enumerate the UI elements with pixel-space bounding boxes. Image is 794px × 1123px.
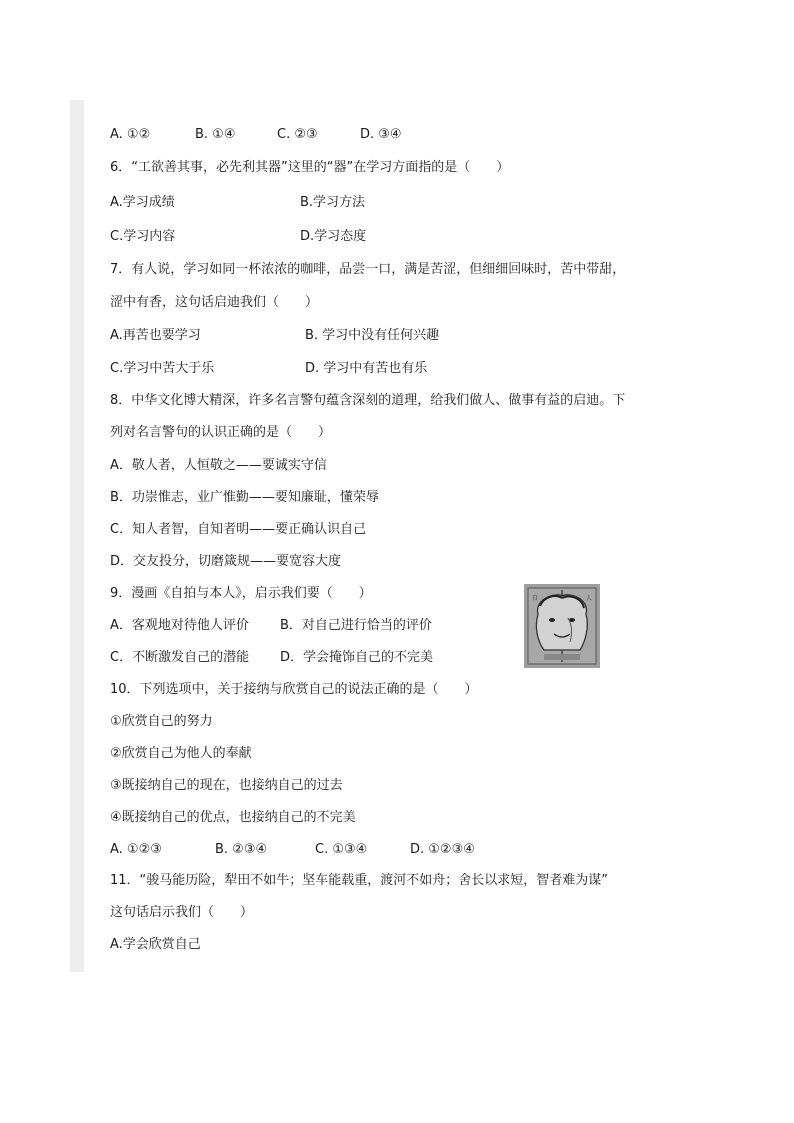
q10-option-d: D. ①②③④	[410, 842, 475, 857]
q11-option-a: A.学会欣赏自己	[110, 937, 201, 952]
q6-option-c: C.学习内容	[110, 229, 176, 244]
q9-option-b: B．对自己进行恰当的评价	[280, 618, 432, 633]
q5-option-d: D. ③④	[360, 127, 402, 142]
svg-text:人: 人	[586, 595, 593, 602]
q11-stem-line1: 11．“骏马能历险，犁田不如牛；坚车能载重，渡河不如舟；舍长以求短，智者难为谋”	[110, 873, 609, 888]
q10-option-b: B. ②③④	[215, 842, 268, 857]
q10-stem: 10．下列选项中，关于接纳与欣赏自己的说法正确的是（ ）	[110, 682, 478, 697]
q7-option-d: D. 学习中有苦也有乐	[305, 361, 428, 376]
q7-option-c: C.学习中苦大于乐	[110, 361, 215, 376]
q10-item-2: ②欣赏自己为他人的奉献	[110, 746, 252, 761]
q6-option-a: A.学习成绩	[110, 195, 175, 210]
q8-option-b: B．功崇惟志，业广惟勤——要知廉耻，懂荣辱	[110, 490, 379, 505]
q8-stem-line2: 列对名言警句的认识正确的是（ ）	[110, 425, 332, 440]
q9-option-c: C．不断激发自己的潜能	[110, 650, 250, 665]
q9-option-a: A．客观地对待他人评价	[110, 618, 249, 633]
q6-option-d: D.学习态度	[300, 229, 367, 244]
q7-stem-line1: 7．有人说，学习如同一杯浓浓的咖啡，品尝一口，满是苦涩，但细细回味时，苦中带甜，	[110, 262, 626, 277]
q5-option-b: B. ①④	[195, 127, 236, 142]
q10-option-a: A. ①②③	[110, 842, 162, 857]
q8-option-a: A．敬人者，人恒敬之——要诚实守信	[110, 458, 327, 473]
q11-stem-line2: 这句话启示我们（ ）	[110, 905, 254, 920]
svg-text:自: 自	[532, 595, 539, 602]
q6-stem: 6．“工欲善其事，必先利其器”这里的“器”在学习方面指的是（ ）	[110, 160, 510, 175]
cartoon-selfie-image	[524, 584, 600, 668]
cartoon-drawing	[524, 584, 600, 668]
q7-stem-line2: 涩中有香，这句话启迪我们（ ）	[110, 295, 319, 310]
q9-option-d: D．学会掩饰自己的不完美	[280, 650, 434, 665]
q7-option-b: B. 学习中没有任何兴趣	[305, 328, 440, 343]
q10-option-c: C. ①③④	[315, 842, 368, 857]
q8-option-d: D．交友投分，切磨箴规——要宽容大度	[110, 554, 342, 569]
q8-stem-line1: 8．中华文化博大精深，许多名言警句蕴含深刻的道理，给我们做人、做事有益的启迪。下	[110, 393, 626, 408]
q5-option-a: A. ①②	[110, 127, 151, 142]
q10-item-3: ③既接纳自己的现在，也接纳自己的过去	[110, 778, 343, 793]
q10-item-4: ④既接纳自己的优点，也接纳自己的不完美	[110, 810, 356, 825]
q10-item-1: ①欣赏自己的努力	[110, 714, 213, 729]
q6-option-b: B.学习方法	[300, 195, 366, 210]
q8-option-c: C．知人者智，自知者明——要正确认识自己	[110, 522, 367, 537]
q5-option-c: C. ②③	[277, 127, 318, 142]
q7-option-a: A.再苦也要学习	[110, 328, 201, 343]
q9-stem: 9．漫画《自拍与本人》，启示我们要（ ）	[110, 586, 372, 601]
